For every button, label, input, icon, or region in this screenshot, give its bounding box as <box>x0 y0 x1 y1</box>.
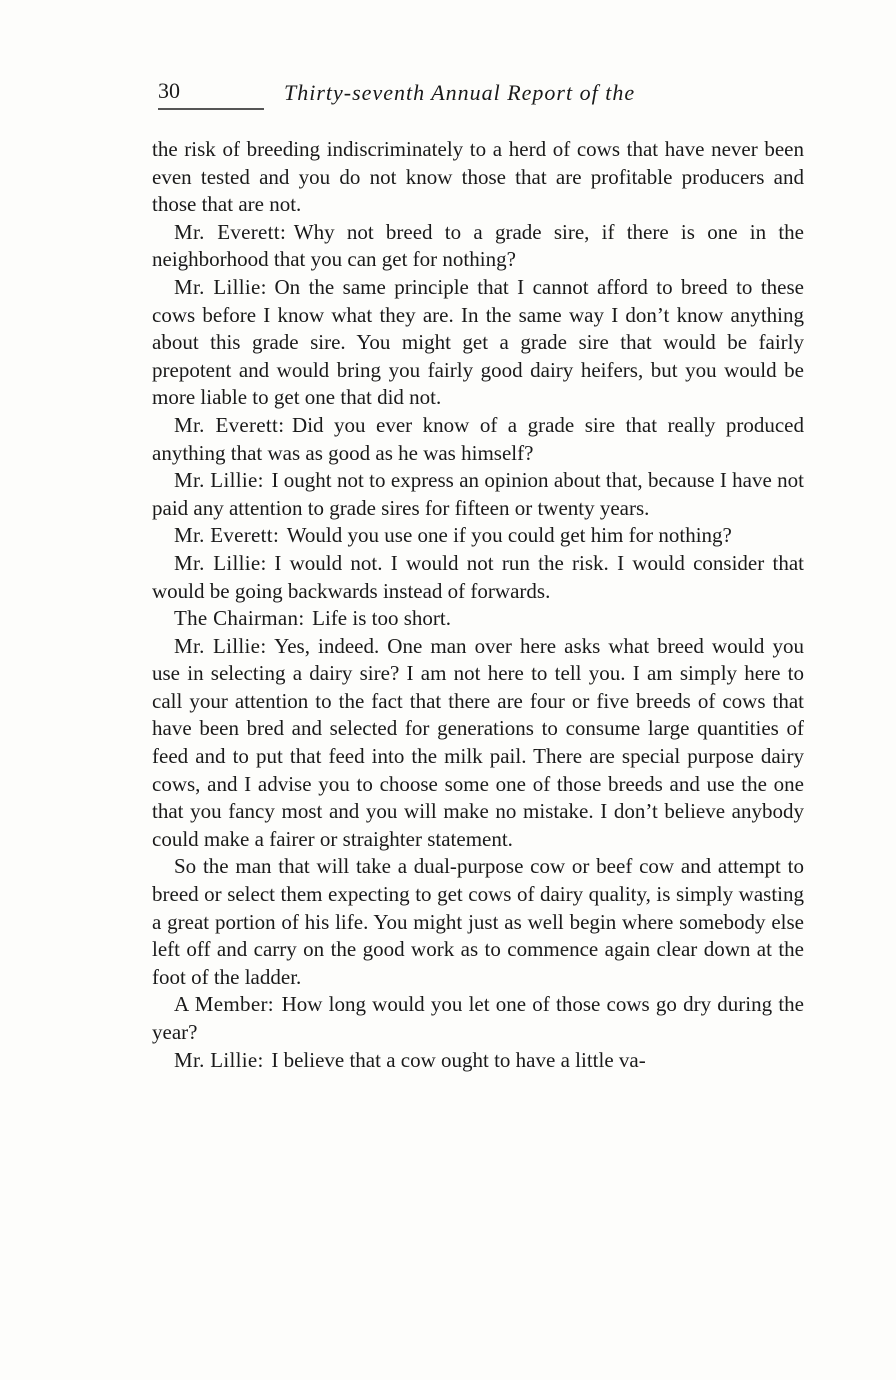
header-rule <box>158 108 264 110</box>
paragraph <box>152 522 804 550</box>
paragraph-text: How long would you let one of those cows go dry during the year? <box>152 992 804 1044</box>
speaker-name: Mr. Everett <box>174 219 280 244</box>
paragraph-text: I ought not to express an opinion about that, because I have not paid any attention to grade sires for fifteen or twenty years. <box>152 468 804 520</box>
paragraph <box>152 219 804 274</box>
speaker-separator: : <box>279 219 286 244</box>
speaker-separator: : <box>257 468 264 493</box>
speaker-separator: : <box>272 523 279 548</box>
page-number: 30 <box>158 78 180 103</box>
speaker-name: Mr. Everett <box>174 523 273 548</box>
paragraph <box>152 991 804 1046</box>
paragraph-text: I believe that a cow ought to have a little va- <box>271 1047 646 1072</box>
speaker-name: Mr. Lillie <box>174 633 261 658</box>
paragraph-text: Yes, indeed. One man over here asks what breed would you use in selecting a dairy sire? I am not here to tell you. I am simply here to call your attention to the fact that there are four or five breeds of cows that have been bred and selected for generations to consume large quantities of feed and to put that feed into the milk pail. There are special purpose dairy cows, and I advise you to choose some one of those breeds and use the one that you fancy most and you will make no mistake. I don’t believe anybody could make a fairer or straighter statement. <box>152 633 804 851</box>
speaker-name: Mr. Lillie <box>174 274 261 299</box>
paragraph-text: So the man that will take a dual-purpose cow or beef cow and attempt to breed or select them expecting to get cows of dairy quality, is simply wasting a great portion of his life. You might just as well begin where somebody else left off and carry on the good work as to commence again clear down at the foot of the ladder. <box>152 854 804 989</box>
paragraph-text: I would not. I would not run the risk. I would consider that would be going backwards instead of forwards. <box>152 550 804 603</box>
paragraph-text: Life is too short. <box>312 606 451 631</box>
speaker-separator: : <box>257 1047 264 1072</box>
speaker-name: Mr. Everett <box>174 412 279 437</box>
paragraph-text: Would you use one if you could get him for nothing? <box>286 523 732 548</box>
paragraph <box>152 412 804 467</box>
speaker-name: Mr. Lillie <box>174 468 258 493</box>
speaker-separator: : <box>298 606 305 631</box>
speaker-separator: : <box>278 412 285 437</box>
body-text <box>152 136 804 1074</box>
speaker-separator: : <box>260 274 267 299</box>
paragraph <box>152 274 804 412</box>
paragraph <box>152 853 804 991</box>
paragraph-text: Why not breed to a grade sire, if there is one in the neighborhood that you can get for nothing? <box>152 219 804 272</box>
speaker-separator: : <box>267 992 274 1017</box>
speaker-separator: : <box>260 633 267 658</box>
running-head: Thirty-seventh Annual Report of the <box>284 80 636 105</box>
paragraph-text: Did you ever know of a grade sire that really produced anything that was as good as he was himself? <box>152 412 804 465</box>
speaker-name: The Chairman <box>174 606 299 631</box>
speaker-separator: : <box>260 550 267 575</box>
paragraph-text: the risk of breeding indiscriminately to a herd of cows that have never been even tested and you do not know those that are profitable producers and those that are not. <box>152 137 804 217</box>
speaker-name: A Member <box>174 992 268 1017</box>
page-header <box>158 78 798 110</box>
paragraph <box>152 633 804 854</box>
paragraph <box>152 550 804 605</box>
speaker-name: Mr. Lillie <box>174 1047 258 1072</box>
paragraph <box>152 1047 804 1075</box>
speaker-name: Mr. Lillie <box>174 550 261 575</box>
paragraph <box>152 136 804 219</box>
paragraph-text: On the same principle that I cannot afford to breed to these cows before I know what they are. In the same way I don’t know anything about this grade sire. You might get a grade sire that would be fairly prepotent and would bring you fairly good dairy heifers, but you would be more liable to get one that did not. <box>152 274 804 410</box>
paragraph <box>152 605 804 633</box>
paragraph <box>152 467 804 522</box>
